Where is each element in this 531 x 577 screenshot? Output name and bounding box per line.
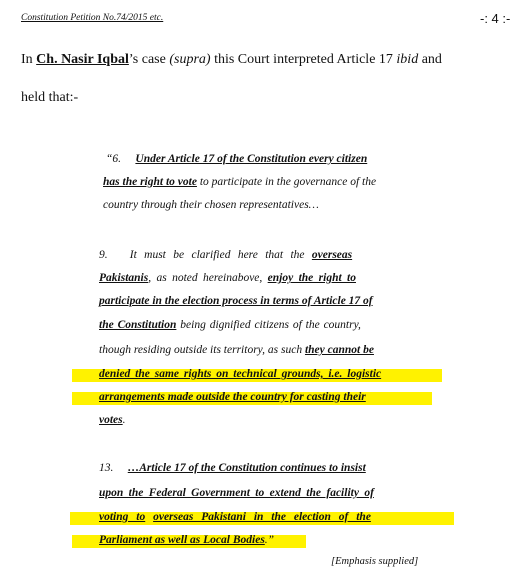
quote-text: [145, 511, 153, 523]
para-6-line-3: country through their chosen representatives…: [103, 199, 319, 211]
quote-text: , as noted hereinabove,: [148, 272, 268, 284]
quote-text: though residing outside its territory, as such: [99, 344, 305, 356]
quote-emphasis: voting to: [99, 511, 146, 523]
intro-line-2: held that:-: [21, 90, 79, 105]
para-9-line-1: [99, 249, 352, 261]
para-6-line-2: [103, 176, 376, 188]
para-number: 9.: [99, 249, 108, 261]
quote-emphasis: enjoy the right to: [267, 272, 356, 284]
quote-emphasis: the Constitution: [99, 319, 177, 331]
intro-text: this Court interpreted Article 17: [210, 52, 397, 67]
para-6-line-1: [106, 153, 367, 165]
para-13-line-1: [99, 462, 366, 474]
supra-ref: (supra): [169, 52, 211, 67]
para-number: “6.: [106, 153, 122, 165]
quote-text: to participate in the governance of the: [196, 176, 377, 188]
para-9-line-8: [99, 414, 126, 426]
intro-text: In: [21, 52, 37, 67]
quote-emphasis: they cannot be: [304, 344, 374, 356]
quote-text: It must be clarified here that the: [129, 249, 312, 261]
quote-emphasis: has the right to vote: [103, 176, 197, 188]
intro-line-1: [21, 52, 442, 68]
para-9-line-2: [99, 272, 356, 284]
emphasis-note: [Emphasis supplied]: [331, 556, 419, 567]
para-13-line-4: [99, 534, 274, 546]
quote-emphasis: Under Article 17 of the Constitution every citizen: [135, 153, 368, 165]
quote-emphasis: overseas Pakistani in the election of the: [153, 511, 371, 523]
ibid-ref: ibid: [396, 52, 419, 67]
para-9-line-5: [99, 344, 374, 356]
para-13-line-2: upon the Federal Government to extend the facility of: [99, 487, 374, 499]
quote-text: being dignified citizens of the country,: [176, 319, 361, 331]
para-9-line-3: participate in the election process in terms of Article 17 of: [99, 295, 373, 307]
para-9-line-6: denied the same rights on technical grounds, i.e. logistic: [99, 368, 382, 380]
case-number-header: Constitution Petition No.74/2015 etc.: [21, 13, 164, 23]
intro-text: and: [418, 52, 442, 67]
quote-emphasis: …Article 17 of the Constitution continues to insist: [127, 462, 366, 474]
para-9-line-4: [99, 319, 361, 331]
page-number: -: 4 :-: [480, 11, 511, 26]
intro-text: ’s case: [128, 52, 170, 67]
case-name: Ch. Nasir Iqbal: [36, 52, 129, 67]
quote-emphasis: Pakistanis: [99, 272, 149, 284]
para-13-line-3: [99, 511, 371, 523]
quote-emphasis: Parliament as well as Local Bodies: [99, 534, 265, 546]
para-number: 13.: [99, 462, 114, 474]
para-9-line-7: arrangements made outside the country for casting their: [99, 391, 366, 403]
quote-text: .: [122, 414, 126, 426]
quote-emphasis: overseas: [311, 249, 353, 261]
quote-text: .”: [264, 534, 275, 546]
quote-emphasis: votes: [99, 414, 123, 426]
